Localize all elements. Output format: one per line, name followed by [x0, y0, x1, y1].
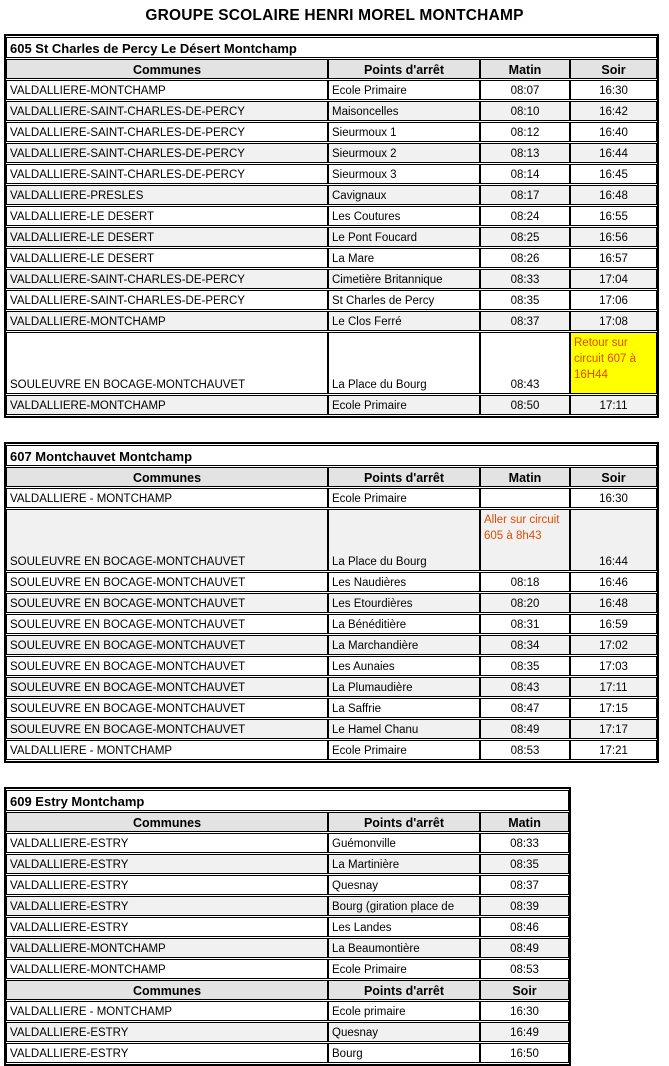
stop-cell: Cavignaux [328, 185, 480, 205]
schedule-table-605 [4, 34, 659, 418]
commune-cell: VALDALLIERE - MONTCHAMP [6, 1001, 328, 1021]
highlight-note-cell: Aller sur circuit 605 à 8h43 [480, 509, 570, 571]
commune-cell: VALDALLIERE-MONTCHAMP [6, 959, 328, 979]
table-title: 605 St Charles de Percy Le Désert Montchamp [6, 37, 657, 58]
stop-cell: Les Landes [328, 917, 480, 937]
table-row [6, 122, 657, 142]
stop-cell: St Charles de Percy [328, 290, 480, 310]
table-row [6, 656, 657, 676]
commune-cell: VALDALLIERE - MONTCHAMP [6, 740, 328, 760]
soir-time-cell: 16:48 [570, 593, 657, 613]
table-row [6, 719, 657, 739]
matin-time-cell: 08:43 [480, 332, 570, 394]
soir-time-cell: 16:57 [570, 248, 657, 268]
matin-time-cell: 08:43 [480, 677, 570, 697]
matin-time-cell: 16:30 [480, 1001, 569, 1021]
table-row [6, 938, 569, 958]
table-row [6, 206, 657, 226]
matin-time-cell: 08:24 [480, 206, 570, 226]
commune-cell: VALDALLIERE-MONTCHAMP [6, 938, 328, 958]
stop-cell: La Mare [328, 248, 480, 268]
stop-cell: Le Pont Foucard [328, 227, 480, 247]
commune-cell: VALDALLIERE-SAINT-CHARLES-DE-PERCY [6, 290, 328, 310]
stop-cell: Cimetière Britannique [328, 269, 480, 289]
table-row [6, 833, 569, 853]
matin-time-cell: 08:12 [480, 122, 570, 142]
stop-cell: Le Clos Ferré [328, 311, 480, 331]
table-row [6, 1043, 569, 1063]
document-page [0, 7, 669, 1066]
table-row [6, 917, 569, 937]
matin-time-cell: 08:39 [480, 896, 569, 916]
stop-cell: La Place du Bourg [328, 332, 480, 394]
table-row [6, 740, 657, 760]
stop-cell: La Martinière [328, 854, 480, 874]
soir-time-cell: 17:02 [570, 635, 657, 655]
soir-time-cell: 16:56 [570, 227, 657, 247]
soir-time-cell: 16:59 [570, 614, 657, 634]
commune-cell: VALDALLIERE-ESTRY [6, 917, 328, 937]
table-row [6, 488, 657, 508]
matin-time-cell: 08:47 [480, 698, 570, 718]
stop-cell: Bourg [328, 1043, 480, 1063]
matin-time-cell: 08:53 [480, 959, 569, 979]
stop-cell: La Beaumontière [328, 938, 480, 958]
soir-time-cell: 16:46 [570, 572, 657, 592]
matin-time-cell: 08:25 [480, 227, 570, 247]
table-title: 609 Estry Montchamp [6, 790, 569, 811]
stop-cell: La Plumaudière [328, 677, 480, 697]
schedule-table-607 [4, 442, 659, 763]
soir-time-cell: 16:44 [570, 143, 657, 163]
table-row [6, 290, 657, 310]
commune-cell: SOULEUVRE EN BOCAGE-MONTCHAUVET [6, 656, 328, 676]
table-row [6, 635, 657, 655]
soir-time-cell: 17:11 [570, 677, 657, 697]
stop-cell: Quesnay [328, 875, 480, 895]
schedule-tables-container [0, 34, 669, 1066]
soir-time-cell: 16:44 [570, 509, 657, 571]
bus-schedule-605 [4, 34, 659, 418]
stop-cell: Ecole Primaire [328, 488, 480, 508]
table-row [6, 572, 657, 592]
highlight-note-cell: Retour sur circuit 607 à 16H44 [570, 332, 657, 394]
column-header: Points d'arrêt [328, 812, 480, 832]
commune-cell: SOULEUVRE EN BOCAGE-MONTCHAUVET [6, 509, 328, 571]
commune-cell: VALDALLIERE-MONTCHAMP [6, 80, 328, 100]
soir-time-cell: 16:48 [570, 185, 657, 205]
table-row [6, 164, 657, 184]
table-row [6, 185, 657, 205]
table-row [6, 143, 657, 163]
commune-cell: VALDALLIERE-ESTRY [6, 896, 328, 916]
column-header-row [6, 467, 657, 487]
soir-time-cell: 17:06 [570, 290, 657, 310]
table-title: 607 Montchauvet Montchamp [6, 445, 657, 466]
stop-cell: La Bénéditière [328, 614, 480, 634]
commune-cell: SOULEUVRE EN BOCAGE-MONTCHAUVET [6, 677, 328, 697]
column-header-row [6, 980, 569, 1000]
commune-cell: SOULEUVRE EN BOCAGE-MONTCHAUVET [6, 332, 328, 394]
column-header: Points d'arrêt [328, 59, 480, 79]
commune-cell: SOULEUVRE EN BOCAGE-MONTCHAUVET [6, 593, 328, 613]
matin-time-cell: 08:35 [480, 290, 570, 310]
commune-cell: VALDALLIERE-ESTRY [6, 1043, 328, 1063]
matin-time-cell: 08:46 [480, 917, 569, 937]
stop-cell: La Saffrie [328, 698, 480, 718]
commune-cell: VALDALLIERE-SAINT-CHARLES-DE-PERCY [6, 122, 328, 142]
commune-cell: VALDALLIERE-SAINT-CHARLES-DE-PERCY [6, 143, 328, 163]
column-header: Communes [6, 467, 328, 487]
page-title: GROUPE SCOLAIRE HENRI MOREL MONTCHAMP [145, 7, 524, 24]
matin-time-cell [480, 488, 570, 508]
soir-time-cell: 16:45 [570, 164, 657, 184]
matin-time-cell: 08:49 [480, 938, 569, 958]
matin-time-cell: 08:10 [480, 101, 570, 121]
table-row [6, 959, 569, 979]
soir-time-cell: 17:11 [570, 395, 657, 415]
commune-cell: VALDALLIERE-ESTRY [6, 1022, 328, 1042]
table-row [6, 509, 657, 571]
commune-cell: SOULEUVRE EN BOCAGE-MONTCHAUVET [6, 698, 328, 718]
stop-cell: Ecole Primaire [328, 740, 480, 760]
table-row [6, 593, 657, 613]
stop-cell: Sieurmoux 3 [328, 164, 480, 184]
soir-time-cell: 16:40 [570, 122, 657, 142]
soir-time-cell: 16:30 [570, 80, 657, 100]
stop-cell: Sieurmoux 1 [328, 122, 480, 142]
stop-cell: Les Coutures [328, 206, 480, 226]
column-header: Soir [570, 467, 657, 487]
soir-time-cell: 17:03 [570, 656, 657, 676]
table-row [6, 677, 657, 697]
matin-time-cell: 08:33 [480, 833, 569, 853]
table-row [6, 395, 657, 415]
matin-time-cell: 08:13 [480, 143, 570, 163]
column-header: Points d'arrêt [328, 980, 480, 1000]
commune-cell: VALDALLIERE-ESTRY [6, 833, 328, 853]
table-title-row [6, 37, 657, 58]
stop-cell: Les Naudières [328, 572, 480, 592]
column-header: Matin [480, 812, 569, 832]
soir-time-cell: 16:55 [570, 206, 657, 226]
commune-cell: VALDALLIERE-MONTCHAMP [6, 311, 328, 331]
column-header: Communes [6, 812, 328, 832]
column-header: Communes [6, 980, 328, 1000]
bus-schedule-609 [4, 787, 571, 1066]
column-header: Communes [6, 59, 328, 79]
table-row [6, 614, 657, 634]
soir-time-cell: 17:04 [570, 269, 657, 289]
column-header: Points d'arrêt [328, 467, 480, 487]
matin-time-cell: 16:49 [480, 1022, 569, 1042]
matin-time-cell: 08:37 [480, 875, 569, 895]
stop-cell: Les Aunaies [328, 656, 480, 676]
table-row [6, 80, 657, 100]
matin-time-cell: 08:49 [480, 719, 570, 739]
stop-cell: Bourg (giration place de [328, 896, 480, 916]
matin-time-cell: 16:50 [480, 1043, 569, 1063]
soir-time-cell: 17:21 [570, 740, 657, 760]
matin-time-cell: 08:50 [480, 395, 570, 415]
table-row [6, 875, 569, 895]
commune-cell: VALDALLIERE-MONTCHAMP [6, 395, 328, 415]
matin-time-cell: 08:14 [480, 164, 570, 184]
table-title-row [6, 445, 657, 466]
commune-cell: SOULEUVRE EN BOCAGE-MONTCHAUVET [6, 572, 328, 592]
matin-time-cell: 08:26 [480, 248, 570, 268]
stop-cell: Sieurmoux 2 [328, 143, 480, 163]
table-row [6, 332, 657, 394]
stop-cell: Maisoncelles [328, 101, 480, 121]
commune-cell: VALDALLIERE-SAINT-CHARLES-DE-PERCY [6, 164, 328, 184]
stop-cell: Ecole Primaire [328, 395, 480, 415]
column-header: Soir [480, 980, 569, 1000]
column-header-row [6, 812, 569, 832]
soir-time-cell: 17:17 [570, 719, 657, 739]
stop-cell: Les Etourdières [328, 593, 480, 613]
soir-time-cell: 16:30 [570, 488, 657, 508]
commune-cell: VALDALLIERE - MONTCHAMP [6, 488, 328, 508]
matin-time-cell: 08:33 [480, 269, 570, 289]
matin-time-cell: 08:34 [480, 635, 570, 655]
column-header: Matin [480, 59, 570, 79]
commune-cell: VALDALLIERE-LE DESERT [6, 248, 328, 268]
stop-cell: La Marchandière [328, 635, 480, 655]
column-header: Soir [570, 59, 657, 79]
column-header-row [6, 59, 657, 79]
commune-cell: VALDALLIERE-ESTRY [6, 875, 328, 895]
matin-time-cell: 08:53 [480, 740, 570, 760]
stop-cell: Ecole primaire [328, 1001, 480, 1021]
soir-time-cell: 16:42 [570, 101, 657, 121]
table-row [6, 248, 657, 268]
matin-time-cell: 08:18 [480, 572, 570, 592]
stop-cell: Quesnay [328, 1022, 480, 1042]
table-row [6, 896, 569, 916]
table-row [6, 269, 657, 289]
stop-cell: Ecole Primaire [328, 80, 480, 100]
commune-cell: VALDALLIERE-ESTRY [6, 854, 328, 874]
commune-cell: VALDALLIERE-LE DESERT [6, 227, 328, 247]
commune-cell: VALDALLIERE-PRESLES [6, 185, 328, 205]
commune-cell: SOULEUVRE EN BOCAGE-MONTCHAUVET [6, 719, 328, 739]
stop-cell: La Place du Bourg [328, 509, 480, 571]
stop-cell: Le Hamel Chanu [328, 719, 480, 739]
table-row [6, 1022, 569, 1042]
commune-cell: SOULEUVRE EN BOCAGE-MONTCHAUVET [6, 635, 328, 655]
soir-time-cell: 17:08 [570, 311, 657, 331]
table-row [6, 227, 657, 247]
matin-time-cell: 08:20 [480, 593, 570, 613]
commune-cell: VALDALLIERE-LE DESERT [6, 206, 328, 226]
bus-schedule-607 [4, 442, 659, 763]
commune-cell: VALDALLIERE-SAINT-CHARLES-DE-PERCY [6, 101, 328, 121]
stop-cell: Ecole Primaire [328, 959, 480, 979]
table-row [6, 101, 657, 121]
column-header: Matin [480, 467, 570, 487]
soir-time-cell: 17:15 [570, 698, 657, 718]
matin-time-cell: 08:35 [480, 656, 570, 676]
matin-time-cell: 08:31 [480, 614, 570, 634]
commune-cell: VALDALLIERE-SAINT-CHARLES-DE-PERCY [6, 269, 328, 289]
matin-time-cell: 08:35 [480, 854, 569, 874]
matin-time-cell: 08:37 [480, 311, 570, 331]
table-title-row [6, 790, 569, 811]
table-row [6, 698, 657, 718]
schedule-table-609 [4, 787, 659, 1066]
table-row [6, 311, 657, 331]
table-row [6, 1001, 569, 1021]
commune-cell: SOULEUVRE EN BOCAGE-MONTCHAUVET [6, 614, 328, 634]
matin-time-cell: 08:17 [480, 185, 570, 205]
stop-cell: Guémonville [328, 833, 480, 853]
matin-time-cell: 08:07 [480, 80, 570, 100]
table-row [6, 854, 569, 874]
